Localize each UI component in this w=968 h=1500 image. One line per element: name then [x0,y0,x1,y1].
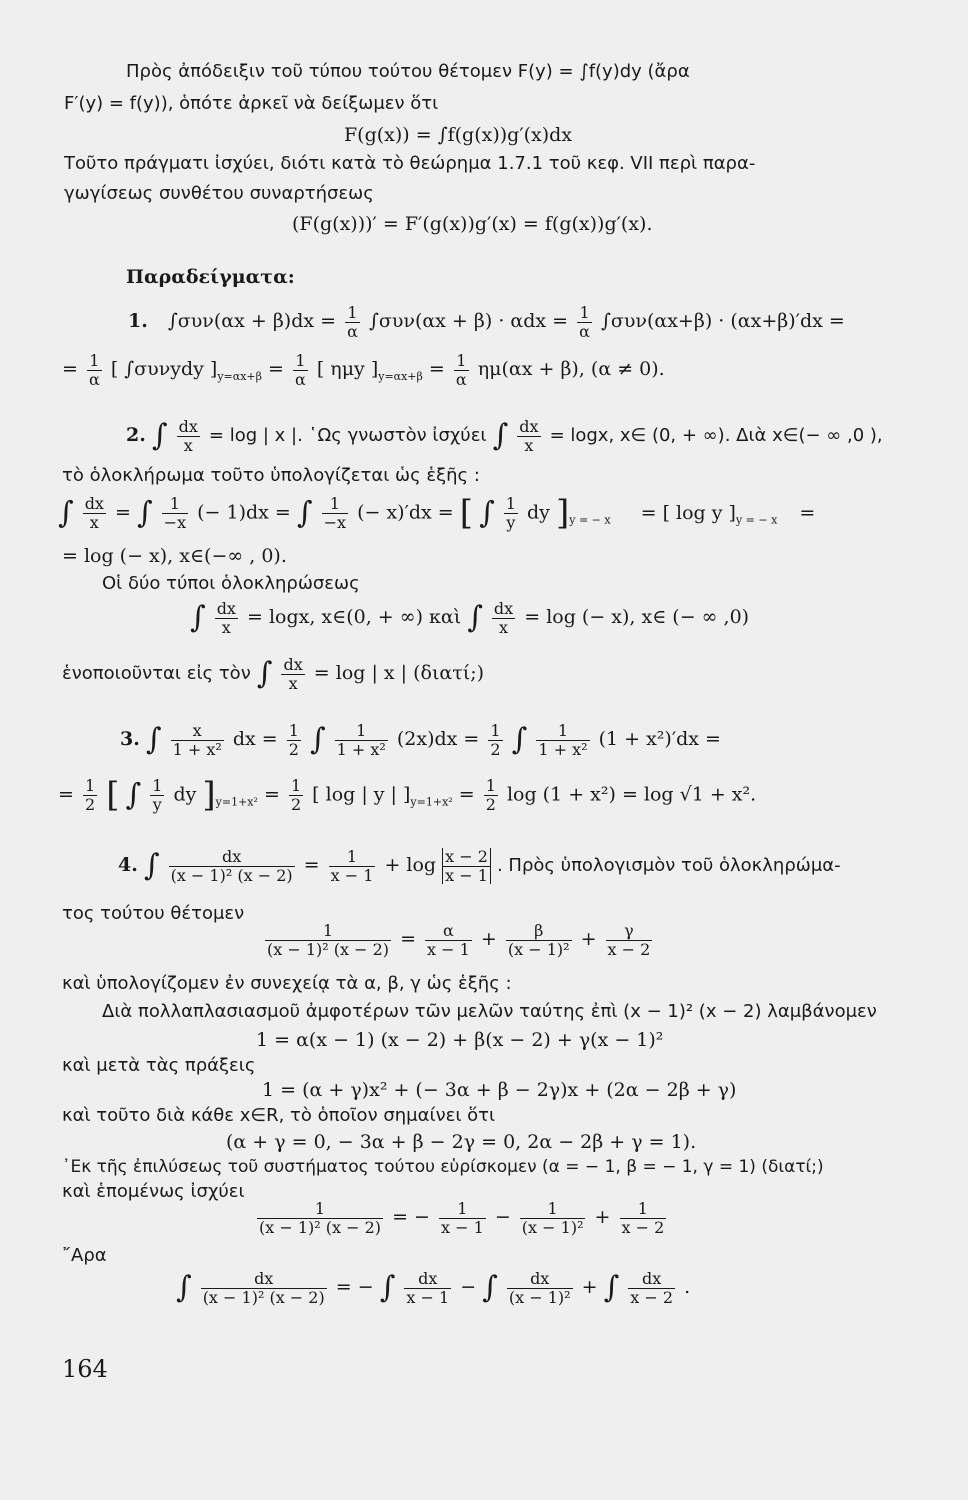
text-line: ᾿Εκ τῆς ἐπιλύσεως τοῦ συστήματος τούτου εὑρίσκομεν (α = − 1, β = − 1, γ = 1) (διατί;) [62,1157,824,1177]
integral-sign: ∫ [176,1270,192,1306]
fraction: $\frac{1}{2}$ [288,721,299,759]
fraction: $\frac{1}{2}$ [84,776,96,815]
fraction: $\frac{1}{x - 1}$ [330,847,374,885]
fraction: $\frac{1}{\text{1 + x²}}$ [336,721,386,759]
integral-sign: ∫ [492,418,509,454]
fraction: $\frac{1}{\alpha}$ [579,303,590,341]
example-1-line-1: 1. ∫συν(αx + β)dx = $\frac{1}{\alpha}$ ∫συν(αx + β) · αdx = $\frac{1}{\alpha}$ ∫συν(αx+β) · (αx+β)′dx = [128,303,845,341]
fraction: $\frac{1}{x - 1}$ [441,1199,484,1237]
example-2-line-1: 2. ∫ $\frac{dx}{x}$ = log | x |. ῾Ως γνωστὸν ἰσχύει ∫ $\frac{dx}{x}$ = logx, x∈ (0, + ∞). Διὰ x∈(− ∞ ,0 ), [126,417,883,455]
fraction: $\frac{\gamma}{x - 2}$ [607,921,651,959]
example-2-line-6: ∫ $\frac{dx}{x}$ = logx, x∈(0, + ∞) καὶ ∫ $\frac{dx}{x}$ = log (− x), x∈ (− ∞ ,0) [190,599,750,637]
text-line: Οἱ δύο τύποι ὁλοκληρώσεως [102,573,360,594]
fraction: $\frac{dx}{x}$ [178,417,198,455]
example-4-line-1: 4. ∫ $\frac{dx}{\text{(x − 1)² (x − 2)}}$ = $\frac{1}{x - 1}$ + log $\frac{x - 2}{x - 1}$ . Πρὸς ὑπολογισμὸν τοῦ ὁλοκληρώμα- [118,847,841,885]
integral-sign: ∫ [256,656,273,692]
abs-value [442,848,491,884]
fraction: $\frac{\beta}{\text{(x − 1)²}}$ [507,921,570,959]
fraction: $\frac{dx}{x - 1}$ [406,1269,450,1307]
fraction: $\frac{dx}{x}$ [283,655,303,693]
integral-sign: ∫ [309,722,326,758]
example-4-result: ∫ $\frac{dx}{\text{(x − 1)² (x − 2)}}$ = − ∫ $\frac{dx}{x - 1}$ − ∫ $\frac{dx}{\text{(x − 1)²}}$ + ∫ $\frac{dx}{x - 2}$ . [176,1269,691,1307]
fraction: $\frac{dx}{\text{(x − 1)²}}$ [508,1269,571,1307]
formula: (α + γ = 0, − 3α + β − 2γ = 0, 2α − 2β + γ = 1). [226,1131,697,1153]
text-line: F′(y) = f(y)), ὁπότε ἀρκεῖ νὰ δείξωμεν ὅτι [64,93,439,114]
fraction: $\frac{1}{y}$ [152,776,163,815]
integral-sign: ∫ [125,777,142,813]
integral-sign: ∫ [467,600,483,636]
text-line: καὶ ὑπολογίζομεν ἐν συνεχείᾳ τὰ α, β, γ ὡς ἑξῆς : [62,973,512,994]
example-4-decomposition: $\frac{1}{\text{(x − 1)² (x − 2)}}$ = − $\frac{1}{x - 1}$ − $\frac{1}{\text{(x − 1)²}}$ + $\frac{1}{x - 2}$ [259,1199,665,1237]
fraction: $\frac{1}{\text{1 + x²}}$ [538,721,588,759]
example-3-line-2: = $\frac{1}{2}$ [ ∫ $\frac{1}{y}$ dy ]$_{y=1+x^2}$ = $\frac{1}{2}$ [ log | y | ]$_{y=1+x^2}$ = $\frac{1}{2}$ log (1 + x²) = log √1 + x². [58,775,757,815]
text-line: Διὰ πολλαπλασιασμοῦ ἀμφοτέρων τῶν μελῶν ταύτης ἐπὶ (x − 1)² (x − 2) λαμβάνομεν [102,1001,877,1022]
example-3-line-1: 3. ∫ $\frac{x}{\text{1 + x²}}$ dx = $\frac{1}{2}$ ∫ $\frac{1}{\text{1 + x²}}$ (2x)dx = $\frac{1}{2}$ ∫ $\frac{1}{\text{1 + x²}}$ (1 + x²)′dx = [120,721,721,759]
formula: 1 = (α + γ)x² + (− 3α + β − 2γ)x + (2α − 2β + γ) [262,1079,737,1101]
fraction: $\frac{dx}{\text{(x − 1)² (x − 2)}}$ [202,1269,325,1307]
page-number: 164 [62,1355,108,1383]
fraction: $\frac{dx}{x}$ [216,599,236,637]
integral-sign: ∫ [151,418,168,454]
fraction: $\frac{1}{x - 2}$ [621,1199,665,1237]
integral-sign: ∫ [143,848,160,884]
fraction: $\frac{\alpha}{x - 1}$ [427,921,470,959]
fraction: $\frac{1}{\alpha}$ [455,351,467,389]
integral-sign: ∫ [379,1270,396,1306]
example-2-line-3: ∫ $\frac{dx}{x}$ = ∫ $\frac{1}{-x}$ (− 1)dx = ∫ $\frac{1}{-x}$ (− x)′dx = [ ∫ $\frac{1}{y}$ dy ]$_{y = - x}$ = [ log y ]$_{y = - x}$ = [58,493,816,533]
fraction: $\frac{1}{-x}$ [163,494,187,533]
text-line: καὶ ἑπομένως ἰσχύει [62,1181,245,1202]
text-line: τος τούτου θέτομεν [62,903,245,924]
fraction: $\frac{1}{\alpha}$ [295,351,306,389]
fraction: $\frac{1}{y}$ [505,494,516,533]
example-4-partial-fractions: $\frac{1}{\text{(x − 1)² (x − 2)}}$ = $\frac{\alpha}{x - 1}$ + $\frac{\beta}{\text{(x − 1)²}}$ + $\frac{\gamma}{x - 2}$ [267,921,651,959]
integral-sign: ∫ [603,1270,620,1306]
fraction: $\frac{1}{\text{(x − 1)² (x − 2)}}$ [259,1199,382,1237]
text-line: γωγίσεως συνθέτου συναρτήσεως [64,183,374,204]
fraction: $\frac{x - 2}{x - 1}$ [445,847,488,885]
integral-sign: ∫ [190,600,206,636]
fraction: $\frac{1}{2}$ [485,776,496,815]
fraction: $\frac{1}{2}$ [490,721,501,759]
fraction: $\frac{1}{\text{(x − 1)²}}$ [521,1199,584,1237]
example-2-line-7: ἑνοποιοῦνται εἰς τὸν ∫ $\frac{dx}{x}$ = log | x | (διατί;) [62,655,485,693]
integral-sign: ∫ [58,495,74,531]
text-line: ῎Αρα [62,1245,107,1266]
fraction: $\frac{1}{\text{(x − 1)² (x − 2)}}$ [267,921,390,959]
formula: F(g(x)) = ∫f(g(x))g′(x)dx [344,124,573,146]
text-line: τὸ ὁλοκλήρωμα τοῦτο ὑπολογίζεται ὡς ἑξῆς : [62,465,480,486]
fraction: $\frac{1}{-x}$ [323,494,347,533]
fraction: $\frac{1}{\alpha}$ [88,351,100,389]
text-line: καὶ τοῦτο διὰ κάθε x∈R, τὸ ὁποῖον σημαίνει ὅτι [62,1105,496,1126]
formula: = log (− x), x∈(−∞ , 0). [62,545,287,567]
fraction: $\frac{dx}{x}$ [519,417,539,455]
example-1-line-2: = $\frac{1}{\alpha}$ [ ∫συνydy ]$_{y=\alpha x+\beta}$ = $\frac{1}{\alpha}$ [ ημy ]$_{y=\alpha x+\beta}$ = $\frac{1}{\alpha}$ ημ(αx + β), (α ≠ 0). [62,351,665,389]
fraction: $\frac{dx}{x}$ [493,599,514,637]
integral-sign: ∫ [482,1270,498,1306]
text-line: καὶ μετὰ τὰς πράξεις [62,1055,256,1076]
integral-sign: ∫ [296,495,313,531]
fraction: $\frac{1}{2}$ [290,776,302,815]
fraction: $\frac{dx}{\text{(x − 1)² (x − 2)}}$ [170,847,293,885]
integral-sign: ∫ [136,495,153,531]
integral-sign: ∫ [479,495,495,531]
fraction: $\frac{1}{\alpha}$ [347,303,358,341]
formula: (F(g(x)))′ = F′(g(x))g′(x) = f(g(x))g′(x). [292,213,653,235]
integral-sign: ∫ [145,722,162,758]
fraction: $\frac{x}{\text{1 + x²}}$ [172,721,222,759]
section-heading: Παραδείγματα: [126,266,295,288]
fraction: $\frac{dx}{x - 2}$ [630,1269,674,1307]
formula: 1 = α(x − 1) (x − 2) + β(x − 2) + γ(x − 1)² [256,1029,664,1051]
text-line: Πρὸς ἀπόδειξιν τοῦ τύπου τούτου θέτομεν F(y) = ∫f(y)dy (ἄρα [126,61,690,82]
fraction: $\frac{dx}{x}$ [84,494,104,533]
integral-sign: ∫ [511,722,528,758]
text-line: Τοῦτο πράγματι ἰσχύει, διότι κατὰ τὸ θεώρημα 1.7.1 τοῦ κεφ. VII περὶ παρα- [64,153,756,174]
